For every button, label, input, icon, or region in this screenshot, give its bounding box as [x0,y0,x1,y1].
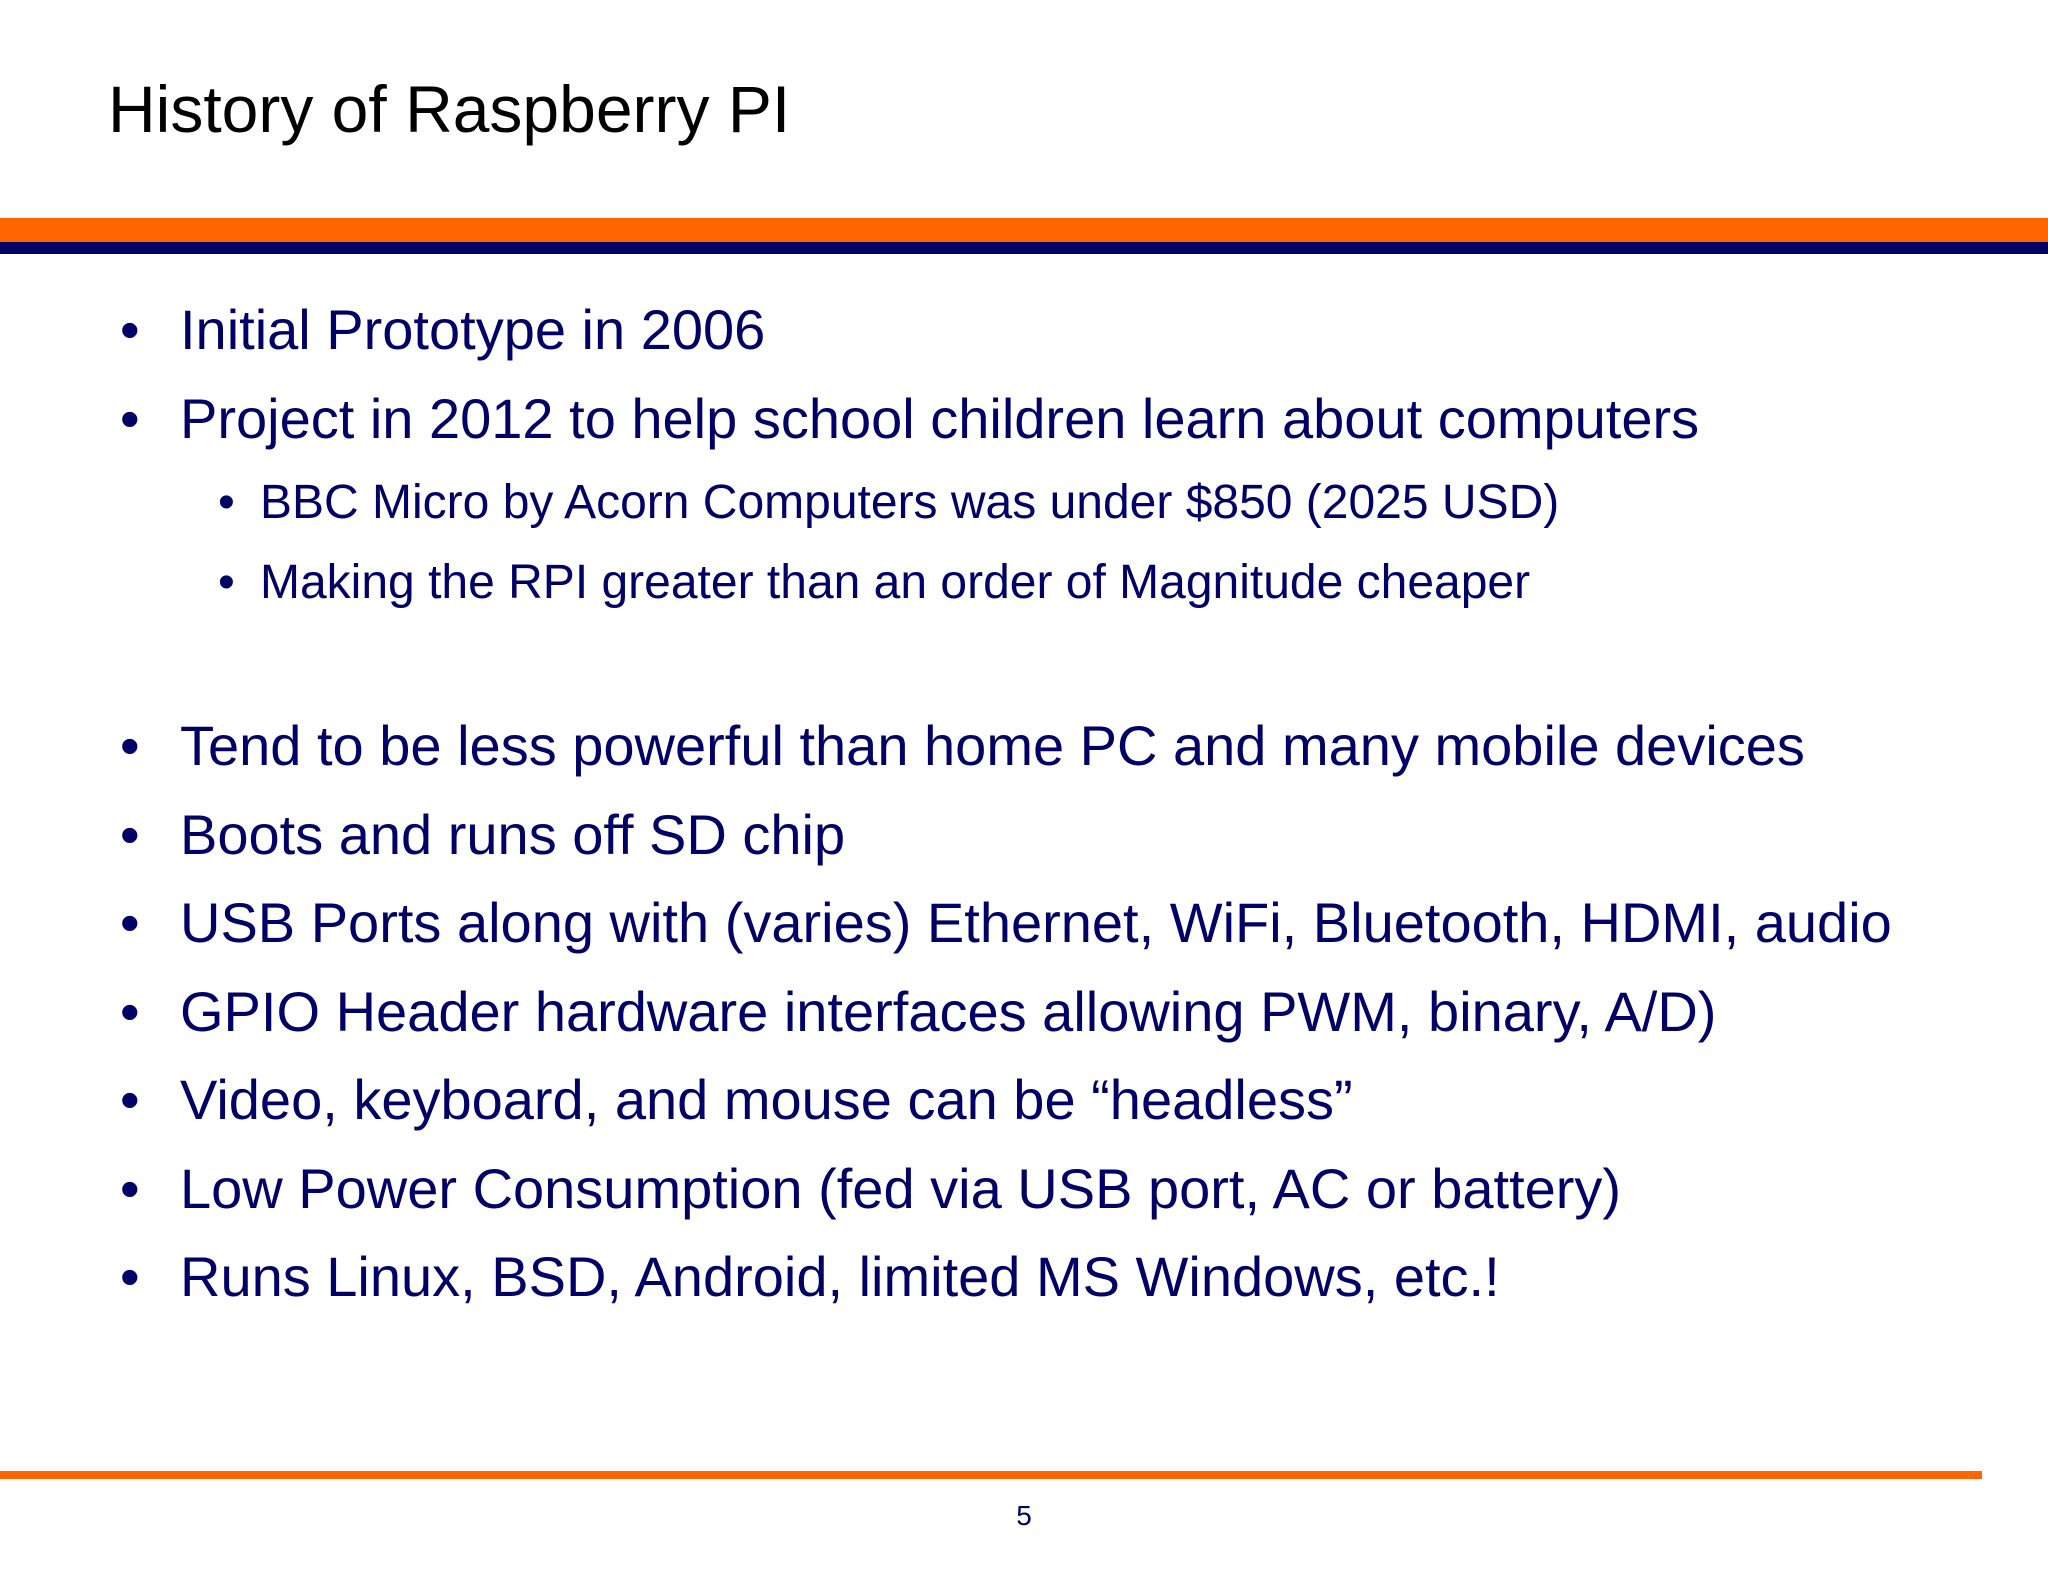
bullet-item [120,1245,1500,1308]
bullet-text: GPIO Header hardware interfaces allowing PWM, binary, A/D) [180,980,1717,1043]
bullet-text: Project in 2012 to help school children learn about computers [180,387,1700,450]
bullet-item [120,714,1805,777]
bullet-dot: • [120,1068,140,1131]
header-band-orange [0,218,2048,242]
bullet-dot: • [120,891,140,954]
bullet-dot: • [120,298,140,361]
bullet-item [120,387,1700,450]
bullet-text: Low Power Consumption (fed via USB port, AC or battery) [180,1157,1622,1220]
bullet-dot: • [218,476,235,529]
page-number: 5 [1016,1500,1032,1531]
bullet-item [120,980,1717,1043]
bullet-text: Runs Linux, BSD, Android, limited MS Windows, etc.! [180,1245,1500,1308]
bullet-item [120,803,846,866]
bullet-item [120,1068,1353,1131]
header-band-navy [0,242,2048,254]
bullet-item [120,298,766,361]
bullet-dot: • [120,714,140,777]
bullet-dot: • [120,1245,140,1308]
bullet-text: USB Ports along with (varies) Ethernet, WiFi, Bluetooth, HDMI, audio [180,891,1892,954]
bullet-item [120,1157,1622,1220]
sub-bullet-text: Making the RPI greater than an order of Magnitude cheaper [260,556,1531,609]
bullet-dot: • [120,387,140,450]
bullet-text: Boots and runs off SD chip [180,803,846,866]
slide-title: History of Raspberry PI [108,72,791,146]
bullet-dot: • [120,980,140,1043]
sub-bullet-item [218,476,1560,529]
bullet-text: Video, keyboard, and mouse can be “headless” [180,1068,1353,1131]
footer-rule [0,1471,1982,1479]
sub-bullet-item [218,556,1531,609]
bullet-dot: • [120,803,140,866]
bullet-item [120,891,1892,954]
bullet-dot: • [120,1157,140,1220]
bullet-text: Initial Prototype in 2006 [180,298,766,361]
bullet-text: Tend to be less powerful than home PC and many mobile devices [180,714,1805,777]
bullet-dot: • [218,556,235,609]
sub-bullet-text: BBC Micro by Acorn Computers was under $850 (2025 USD) [260,476,1560,529]
